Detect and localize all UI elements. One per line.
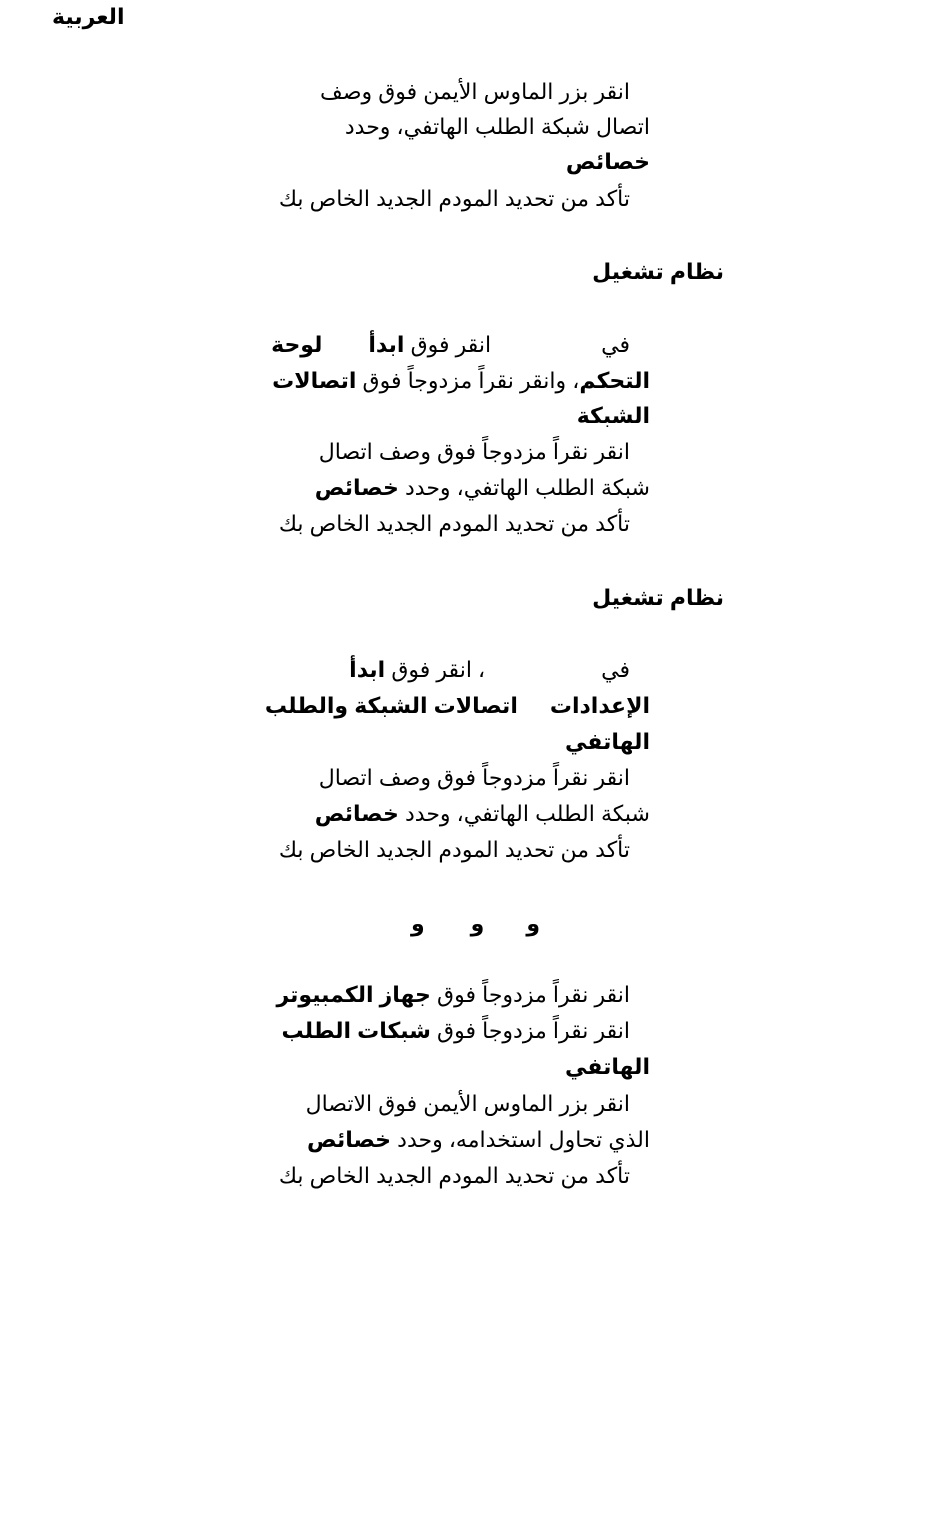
section-3-title: نظام تشغيل bbox=[592, 585, 724, 610]
start-term: ابدأ bbox=[349, 657, 386, 682]
panel-term: لوحة bbox=[271, 332, 323, 357]
my-computer-term: جهاز الكمبيوتر bbox=[276, 982, 431, 1007]
telephone-term: الهاتفي bbox=[565, 1054, 650, 1079]
section-4-line-6: تأكد من تحديد المودم الجديد الخاص بك bbox=[278, 1163, 630, 1188]
start-term: ابدأ bbox=[368, 332, 405, 357]
and-word-1: و bbox=[526, 911, 540, 936]
properties-term: خصائص bbox=[565, 149, 650, 174]
click-on-text: انقر فوق bbox=[410, 332, 492, 357]
dialup-text: شبكة الطلب الهاتفي، وحدد bbox=[404, 801, 650, 826]
settings-term: الإعدادات bbox=[549, 693, 650, 718]
section-2-line-4: انقر نقراً مزدوجاً فوق وصف اتصال bbox=[318, 439, 630, 464]
click-on-text: ، انقر فوق bbox=[391, 657, 486, 682]
section-4-title bbox=[411, 910, 540, 938]
in-word: في bbox=[601, 657, 630, 682]
intro-line-2: اتصال شبكة الطلب الهاتفي، وحدد bbox=[344, 114, 650, 139]
section-4-line-4: انقر بزر الماوس الأيمن فوق الاتصال bbox=[305, 1091, 630, 1116]
section-4-line-1 bbox=[276, 981, 630, 1009]
double-click-text: انقر نقراً مزدوجاً فوق bbox=[437, 1018, 630, 1043]
language-label: العربية bbox=[52, 4, 125, 29]
connections-term: اتصالات bbox=[272, 368, 357, 393]
section-3-line-3 bbox=[565, 728, 650, 756]
intro-line-3 bbox=[566, 148, 650, 176]
intro-line-1: انقر بزر الماوس الأيمن فوق وصف bbox=[320, 79, 630, 104]
section-2-line-3 bbox=[577, 402, 650, 430]
trying-to-use-text: الذي تحاول استخدامه، وحدد bbox=[397, 1127, 650, 1152]
section-2-line-2 bbox=[272, 367, 650, 395]
properties-term: خصائص bbox=[314, 801, 399, 826]
network-term: الشبكة bbox=[576, 403, 650, 428]
section-3-line-5 bbox=[315, 800, 650, 828]
control-term: التحكم bbox=[579, 368, 650, 393]
double-click-text: ، وانقر نقراً مزدوجاً فوق bbox=[362, 368, 580, 393]
in-word: في bbox=[601, 332, 630, 357]
double-click-text: انقر نقراً مزدوجاً فوق bbox=[437, 982, 630, 1007]
section-2-line-6: تأكد من تحديد المودم الجديد الخاص بك bbox=[278, 511, 630, 536]
section-2-title: نظام تشغيل bbox=[592, 259, 724, 284]
properties-term: خصائص bbox=[314, 475, 399, 500]
section-3-line-6: تأكد من تحديد المودم الجديد الخاص بك bbox=[278, 837, 630, 862]
network-dialup-term: اتصالات الشبكة والطلب bbox=[264, 693, 518, 718]
section-3-line-1 bbox=[349, 656, 630, 684]
section-3-line-4: انقر نقراً مزدوجاً فوق وصف اتصال bbox=[318, 765, 630, 790]
dialup-networks-term: شبكات الطلب bbox=[281, 1018, 431, 1043]
dialup-text: شبكة الطلب الهاتفي، وحدد bbox=[404, 475, 650, 500]
intro-line-4: تأكد من تحديد المودم الجديد الخاص بك bbox=[278, 186, 630, 211]
section-3-line-2 bbox=[265, 692, 650, 720]
section-4-line-5 bbox=[307, 1126, 650, 1154]
section-4-line-2 bbox=[282, 1017, 630, 1045]
section-4-line-3 bbox=[565, 1053, 650, 1081]
section-2-line-1 bbox=[271, 331, 630, 359]
telephone-term: الهاتفي bbox=[565, 729, 650, 754]
properties-term: خصائص bbox=[306, 1127, 392, 1152]
and-word-3: و bbox=[410, 911, 425, 936]
and-word-2: و bbox=[470, 911, 485, 936]
section-2-line-5 bbox=[315, 474, 650, 502]
